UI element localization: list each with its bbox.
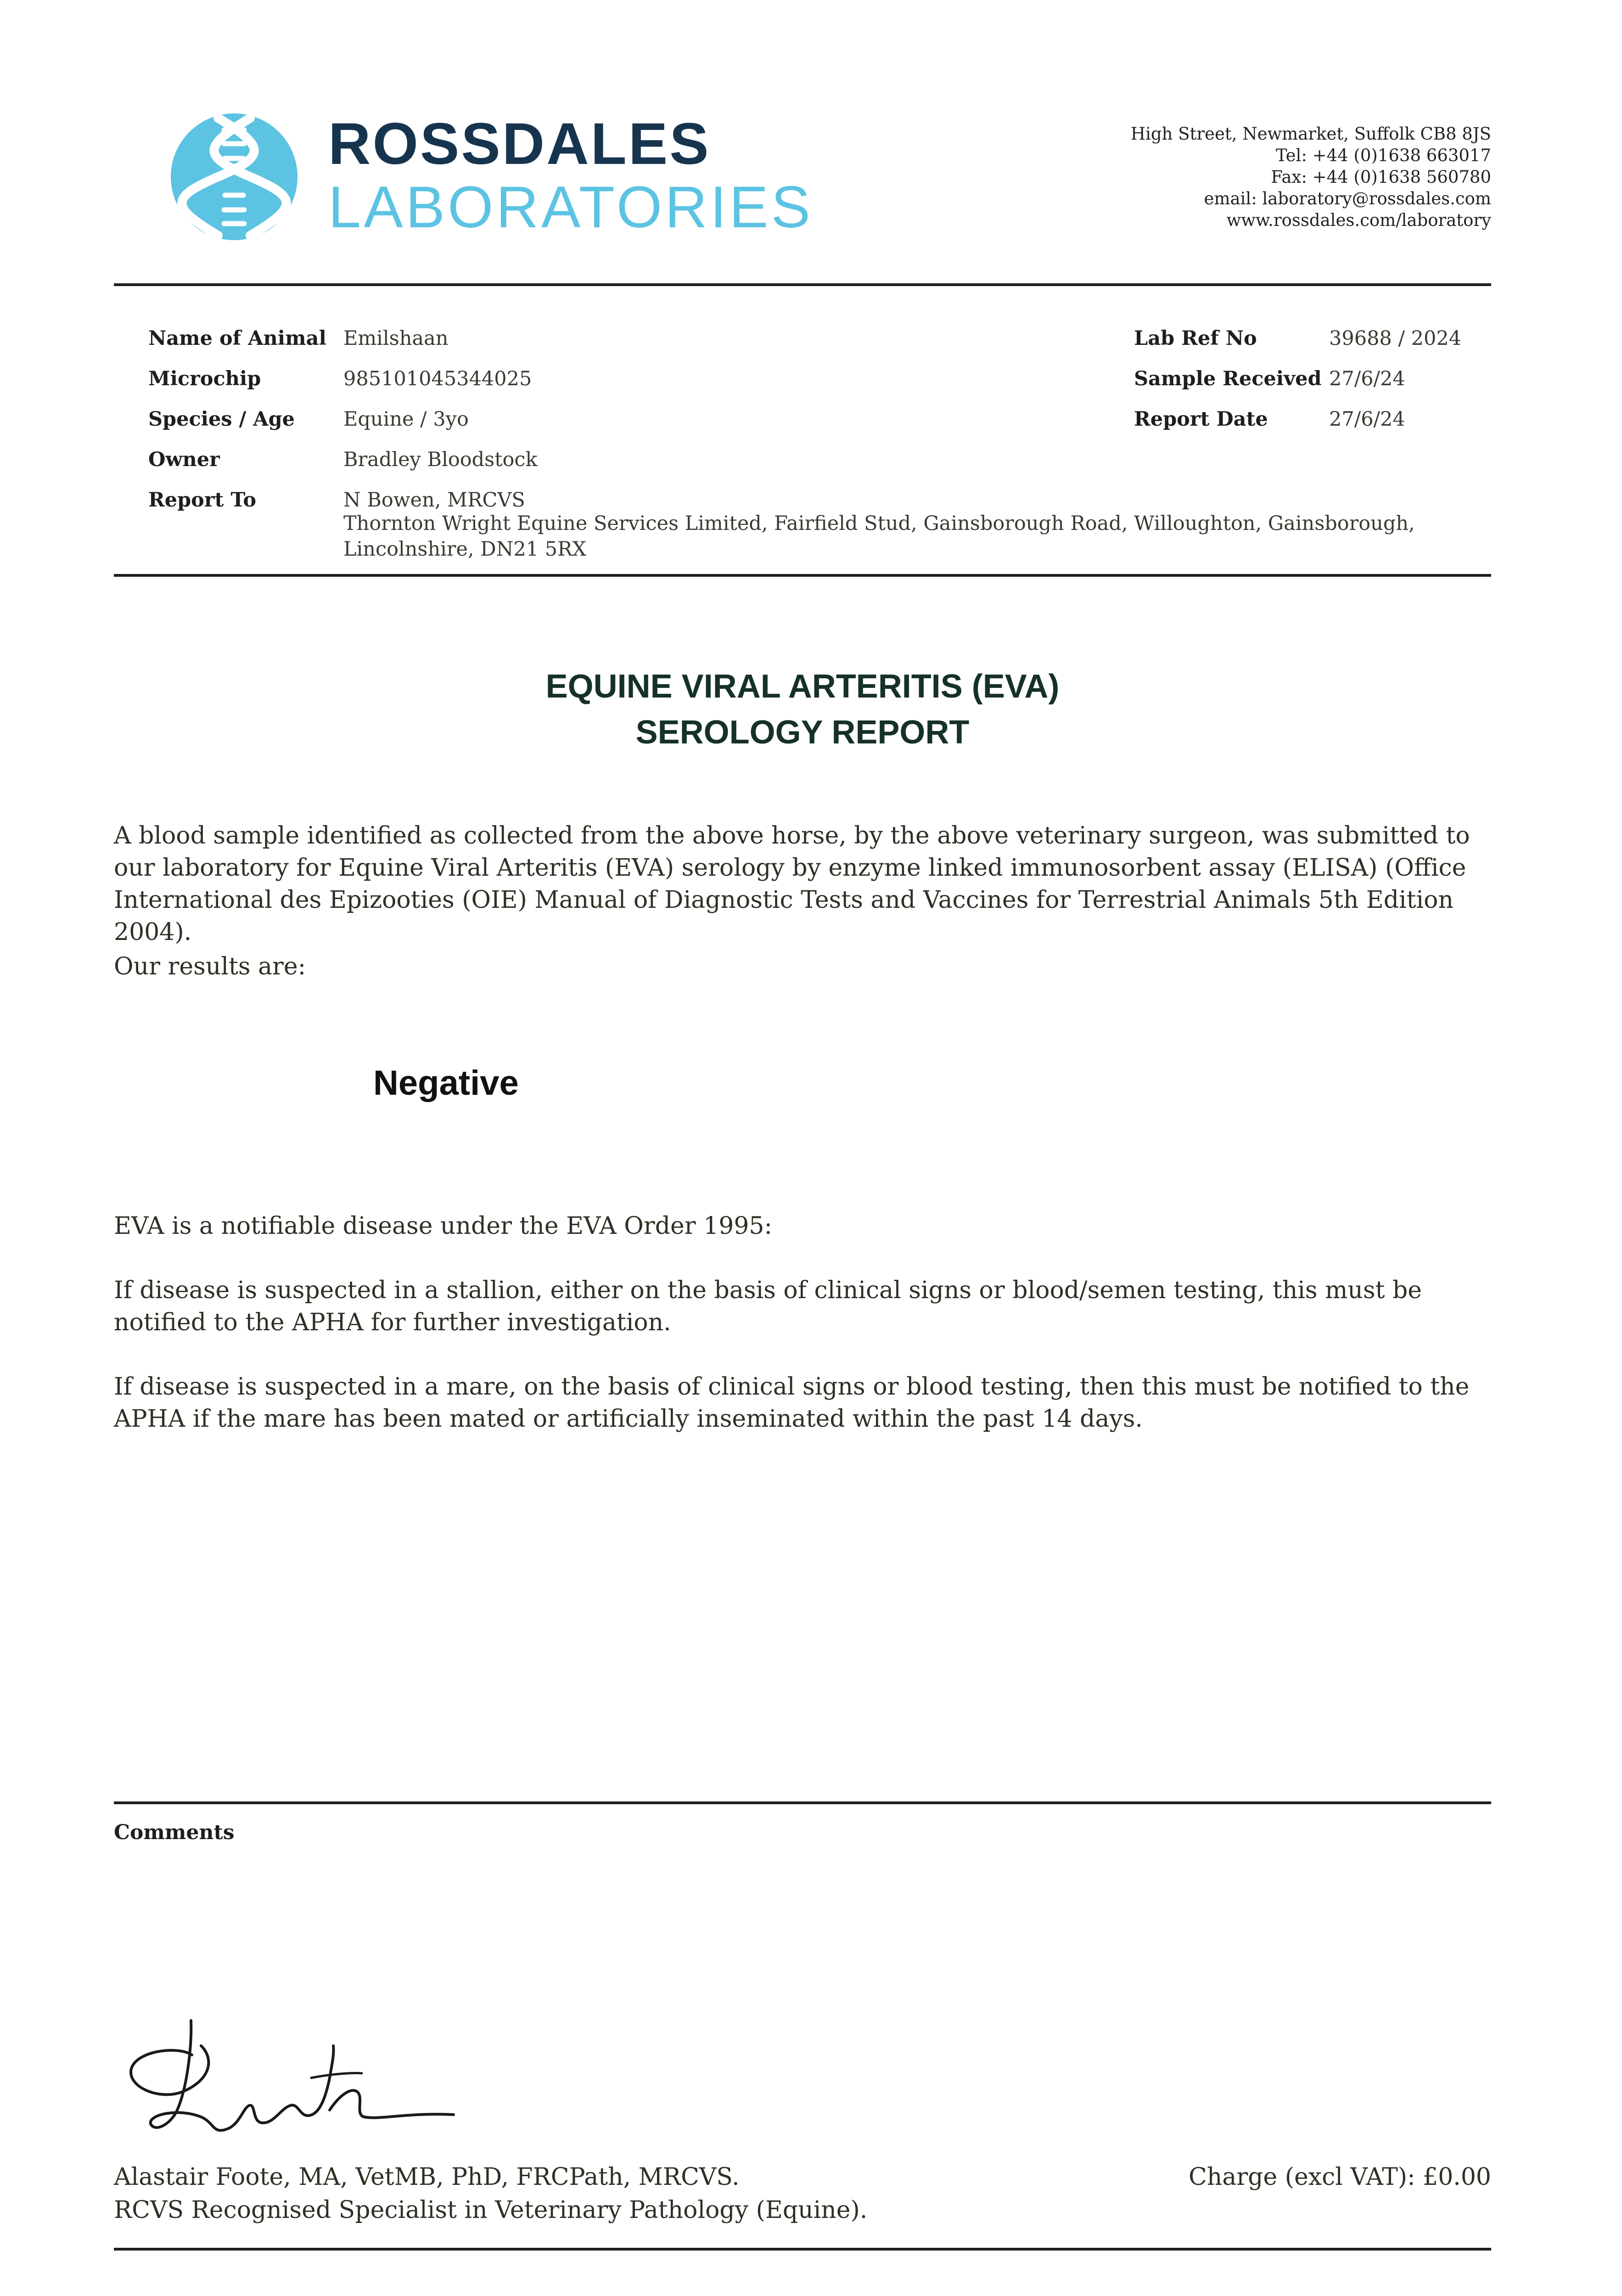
notifiable-paragraph: EVA is a notifiable disease under the EVA Order 1995: bbox=[114, 1212, 773, 1240]
logo-text-laboratories: LABORATORIES bbox=[328, 174, 813, 240]
details-divider bbox=[114, 574, 1491, 577]
owner-label: Owner bbox=[148, 448, 220, 471]
result-value: Negative bbox=[373, 1064, 519, 1103]
stallion-paragraph: If disease is suspected in a stallion, either on the basis of clinical signs or blood/semen testing, this must be notified to the APHA for further investigation. bbox=[114, 1277, 1422, 1336]
contact-website[interactable]: www.rossdales.com/laboratory bbox=[1226, 210, 1491, 230]
signatory-title: RCVS Recognised Specialist in Veterinary Pathology (Equine). bbox=[114, 2196, 868, 2224]
sample-received-value: 27/6/24 bbox=[1329, 367, 1405, 390]
logo-dna-icon bbox=[170, 113, 298, 241]
report-to-label: Report To bbox=[148, 489, 257, 512]
footer-divider bbox=[114, 2248, 1491, 2251]
contact-address: High Street, Newmarket, Suffolk CB8 8JS bbox=[1130, 124, 1491, 144]
name-label: Name of Animal bbox=[148, 327, 326, 350]
sample-received-label: Sample Received bbox=[1134, 367, 1322, 390]
contact-fax: Fax: +44 (0)1638 560780 bbox=[1271, 167, 1491, 187]
contact-email[interactable]: email: laboratory@rossdales.com bbox=[1204, 189, 1491, 208]
header-divider bbox=[114, 283, 1491, 286]
intro-paragraph: A blood sample identified as collected from the above horse, by the above veterinary surgeon, was submitted to our laboratory for Equine Viral Arteritis (EVA) serology by enzyme linked immunosorbent assay (ELISA) (Office International des Epizooties (OIE) Manual of Diagnostic Tests and Vaccines for Terrestrial Animals 5th Edition 2004). bbox=[114, 822, 1470, 946]
report-to-address: Thornton Wright Equine Services Limited, Fairfield Stud, Gainsborough Road, Willoughton, Gainsborough, Lincolnshire, DN21 5RX bbox=[343, 512, 1415, 561]
owner-value: Bradley Bloodstock bbox=[343, 448, 538, 471]
comments-divider bbox=[114, 1801, 1491, 1804]
microchip-label: Microchip bbox=[148, 367, 261, 390]
report-title bbox=[114, 664, 1491, 755]
name-value: Emilshaan bbox=[343, 327, 449, 350]
lab-ref-value: 39688 / 2024 bbox=[1329, 327, 1462, 350]
logo-text-rossdales: ROSSDALES bbox=[328, 111, 711, 177]
report-title-line2: SEROLOGY REPORT bbox=[635, 714, 970, 751]
mare-paragraph: If disease is suspected in a mare, on the basis of clinical signs or blood testing, then this must be notified to the APHA if the mare has been mated or artificially inseminated within the past 14 days. bbox=[114, 1373, 1470, 1433]
report-title-line1: EQUINE VIRAL ARTERITIS (EVA) bbox=[545, 668, 1060, 705]
report-to-value: N Bowen, MRCVS bbox=[343, 489, 525, 512]
species-label: Species / Age bbox=[148, 408, 295, 431]
contact-tel: Tel: +44 (0)1638 663017 bbox=[1275, 146, 1491, 165]
comments-label: Comments bbox=[114, 1821, 235, 1844]
report-date-value: 27/6/24 bbox=[1329, 408, 1405, 431]
results-intro: Our results are: bbox=[114, 953, 306, 980]
signatory-name: Alastair Foote, MA, VetMB, PhD, FRCPath, MRCVS. bbox=[114, 2163, 740, 2191]
charge-amount: Charge (excl VAT): £0.00 bbox=[1188, 2163, 1491, 2191]
lab-ref-label: Lab Ref No bbox=[1134, 327, 1257, 350]
report-date-label: Report Date bbox=[1134, 408, 1268, 431]
signature-image bbox=[123, 2018, 472, 2142]
species-value: Equine / 3yo bbox=[343, 408, 469, 431]
microchip-value: 985101045344025 bbox=[343, 367, 532, 390]
contact-block bbox=[1131, 123, 1491, 231]
